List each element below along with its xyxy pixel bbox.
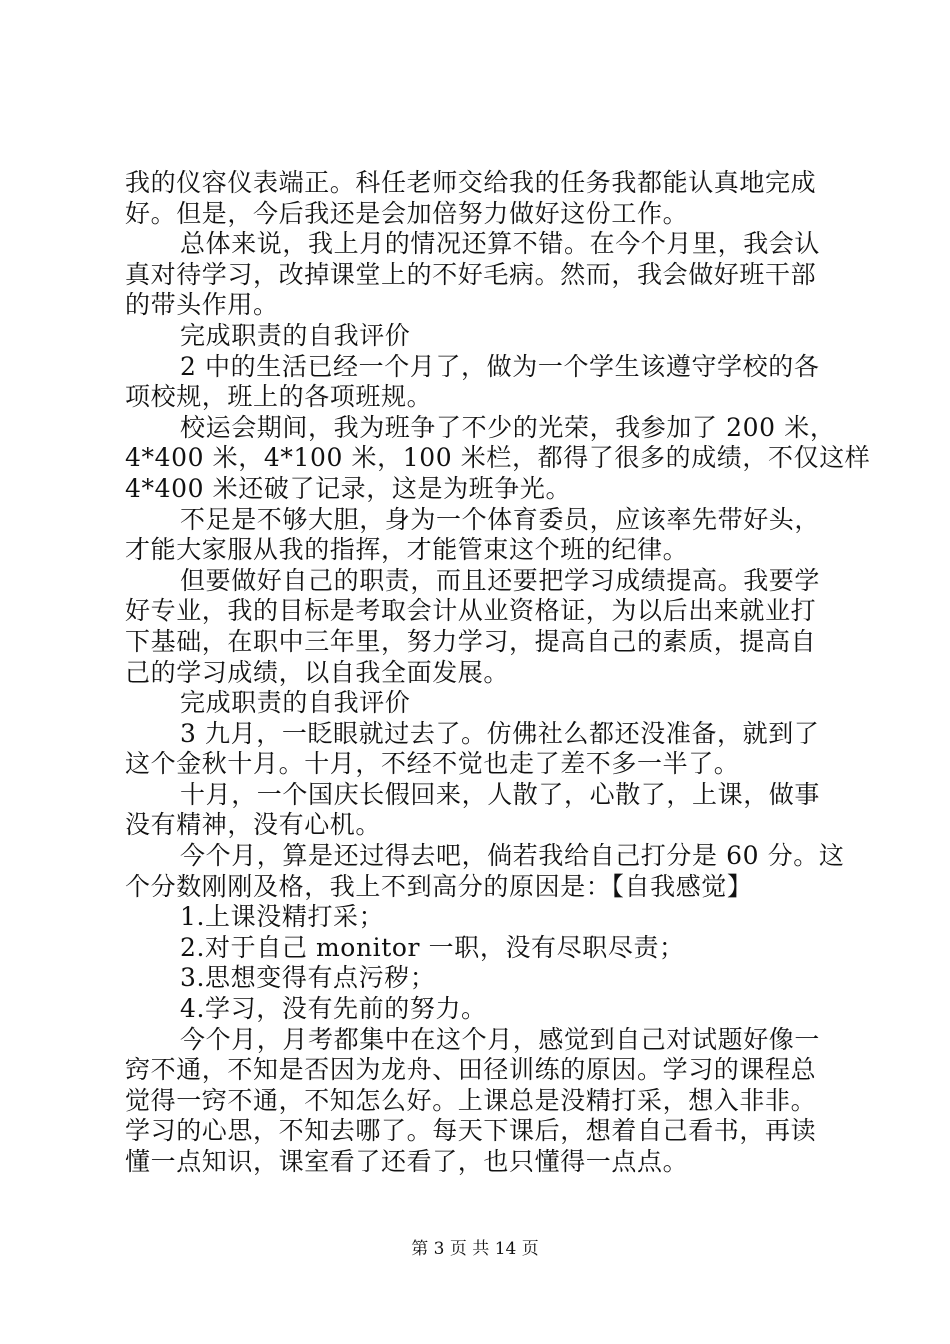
page-footer [0,1238,950,1260]
text-line: 3.思想变得有点污秽； [180,963,436,993]
text-line: 4*400 米还破了记录，这是为班争光。 [125,473,572,503]
text-line: 4*400 米，4*100 米，100 米栏，都得了很多的成绩，不仅这样 [125,443,871,473]
text-line: 3 九月，一眨眼就过去了。仿佛社么都还没准备，就到了 [180,718,820,748]
text-line: 觉得一窍不通，不知怎么好。上课总是没精打采，想入非非。 [125,1085,817,1115]
text-line: 的带头作用。 [125,290,279,320]
text-line: 4.学习，没有先前的努力。 [180,994,487,1024]
document-body [125,168,871,1178]
text-line: 十月，一个国庆长假回来，人散了，心散了，上课，做事 [180,779,821,809]
text-line: 完成职责的自我评价 [180,320,411,350]
text-line: 校运会期间，我为班争了不少的光荣，我参加了 200 米， [180,412,836,442]
text-line: 真对待学习，改掉课堂上的不好毛病。然而，我会做好班干部 [125,259,817,289]
text-line: 不足是不够大胆，身为一个体育委员，应该率先带好头， [180,504,821,534]
text-line: 今个月，月考都集中在这个月，感觉到自己对试题好像一 [180,1024,821,1054]
text-line: 但要做好自己的职责，而且还要把学习成绩提高。我要学 [180,565,821,595]
text-line: 项校规，班上的各项班规。 [125,382,433,412]
text-line: 这个金秋十月。十月，不经不觉也走了差不多一半了。 [125,749,740,779]
text-line: 才能大家服从我的指挥，才能管束这个班的纪律。 [125,535,689,565]
text-line: 完成职责的自我评价 [180,688,411,718]
text-line: 2 中的生活已经一个月了，做为一个学生该遵守学校的各 [180,351,820,381]
text-line: 下基础，在职中三年里，努力学习，提高自己的素质，提高自 [125,626,817,656]
text-line: 学习的心思，不知去哪了。每天下课后，想着自己看书，再读 [125,1116,817,1146]
text-line: 懂一点知识，课室看了还看了，也只懂得一点点。 [125,1147,689,1176]
text-line: 好专业，我的目标是考取会计从业资格证，为以后出来就业打 [125,596,817,626]
text-line: 好。但是，今后我还是会加倍努力做好这份工作。 [125,198,689,228]
text-line: 今个月，算是还过得去吧，倘若我给自己打分是 60 分。这 [180,841,845,871]
text-line: 个分数刚刚及格，我上不到高分的原因是：【自我感觉】 [125,871,753,901]
page-number-label: 第 3 页 共 14 页 [411,1239,539,1259]
text-line: 2.对于自己 monitor 一职，没有尽职尽责； [180,932,685,962]
text-line: 没有精神，没有心机。 [125,810,382,840]
text-line: 总体来说，我上月的情况还算不错。在今个月里，我会认 [180,229,821,259]
text-line: 我的仪容仪表端正。科任老师交给我的任务我都能认真地完成 [125,168,817,197]
text-line: 1.上课没精打采； [180,902,385,932]
text-line: 己的学习成绩，以自我全面发展。 [125,657,510,687]
text-line: 窍不通，不知是否因为龙舟、田径训练的原因。学习的课程总 [125,1055,817,1085]
